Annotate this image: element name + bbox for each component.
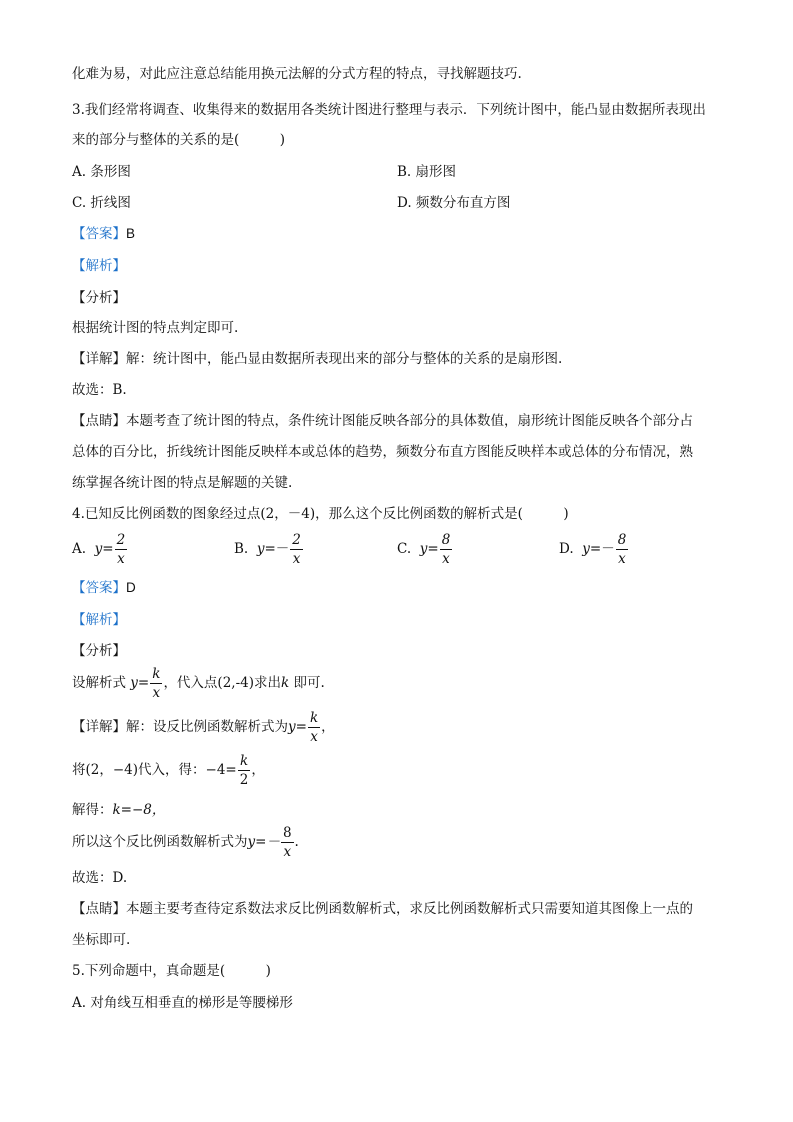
q3-dianjing-3: 练掌握各统计图的特点是解题的关键. xyxy=(72,475,293,491)
answer-tag: 【答案】 xyxy=(72,226,126,242)
denominator: x xyxy=(310,729,318,745)
denominator: x xyxy=(442,551,450,567)
q4-solve xyxy=(72,800,165,820)
fraction xyxy=(308,709,320,746)
answer-tag: 【答案】 xyxy=(72,580,126,596)
fraction xyxy=(150,665,162,702)
denominator: x xyxy=(152,685,161,701)
analysis-tag: 【解析】 xyxy=(72,612,126,628)
fenxi-tag: 【分析】 xyxy=(72,643,126,659)
q3-option-d: D. 频数分布直方图 xyxy=(397,195,511,211)
q4-option-a xyxy=(72,531,128,568)
math-k-value: k=−8， xyxy=(112,802,166,818)
option-lhs: y= xyxy=(256,541,276,557)
text-fragment: 即可. xyxy=(289,675,325,691)
math-y: y=－ xyxy=(247,834,280,850)
option-label: C. xyxy=(397,541,412,557)
numerator: 8 xyxy=(617,532,627,548)
question-4-stem: 4.已知反比例函数的图象经过点(2，－4)，那么这个反比例函数的解析式是( ) xyxy=(72,506,569,522)
q4-dianjing-1 xyxy=(72,899,693,919)
text-fragment: ， xyxy=(251,762,265,778)
numerator: k xyxy=(152,666,161,682)
fraction xyxy=(616,531,629,568)
fraction xyxy=(440,531,453,568)
denominator: x xyxy=(283,844,292,860)
dianjing-text: 本题考查了统计图的特点，条件统计图能反映各部分的具体数值，扇形统计图能反映各个部分占 xyxy=(126,413,693,429)
denominator: 2 xyxy=(239,772,249,788)
option-label: A. xyxy=(72,541,87,557)
text-fragment: ，代入点(2,-4)求出 xyxy=(163,675,282,691)
text-fragment: . xyxy=(294,834,299,850)
numerator: 2 xyxy=(116,532,126,548)
text-fragment: 解：设反比例函数解析式为 xyxy=(126,719,288,735)
xiangjie-tag: 【详解】 xyxy=(72,351,126,367)
math-y: y= xyxy=(130,675,150,691)
math-y: y= xyxy=(288,719,307,735)
dianjing-tag: 【点睛】 xyxy=(72,413,126,429)
option-lhs: y= xyxy=(419,541,439,557)
denominator: x xyxy=(618,551,626,567)
q4-dianjing-2: 坐标即可. xyxy=(72,932,131,948)
answer-value: B xyxy=(126,226,136,241)
dianjing-text: 本题主要考查待定系数法求反比例函数解析式，求反比例函数解析式只需要知道其图像上一点的 xyxy=(126,901,693,917)
numerator: k xyxy=(309,710,319,726)
text-fragment: 解得： xyxy=(72,802,113,818)
q3-xiangjie xyxy=(72,349,562,369)
q4-substitute xyxy=(72,752,265,789)
q4-option-c xyxy=(397,531,453,568)
text-fragment: ， xyxy=(321,719,335,735)
question-3-stem-cont: 来的部分与整体的关系的是( ) xyxy=(72,132,286,148)
q4-answer xyxy=(72,578,136,598)
q4-xiangjie xyxy=(72,709,335,746)
q3-dianjing-1 xyxy=(72,411,693,431)
numerator: k xyxy=(238,752,251,771)
math-k: k xyxy=(281,675,290,691)
q4-option-b xyxy=(234,531,304,568)
q4-fenxi-text xyxy=(72,665,325,702)
option-lhs: y= xyxy=(94,541,114,557)
q3-option-a: A. 条形图 xyxy=(72,164,131,180)
fraction xyxy=(115,531,128,568)
q5-option-a: A. 对角线互相垂直的梯形是等腰梯形 xyxy=(72,995,293,1011)
q4-result xyxy=(72,824,299,861)
option-label: D. xyxy=(559,541,574,557)
q4-option-d xyxy=(559,531,629,568)
text-fragment: 所以这个反比例函数解析式为 xyxy=(72,834,248,850)
numerator: 8 xyxy=(282,825,292,841)
numerator: 8 xyxy=(441,532,451,548)
xiangjie-tag: 【详解】 xyxy=(72,719,126,735)
q4-guxuan: 故选：D. xyxy=(72,870,128,886)
text-fragment: 将(2，−4)代入，得：−4= xyxy=(72,762,237,778)
q3-dianjing-2: 总体的百分比，折线统计图能反映样本或总体的趋势，频数分布直方图能反映样本或总体的分布情况，熟 xyxy=(72,444,693,460)
option-label: B. xyxy=(234,541,249,557)
numerator: 2 xyxy=(292,532,301,548)
fraction xyxy=(281,824,294,861)
question-3-stem: 3.我们经常将调查、收集得来的数据用各类统计图进行整理与表示．下列统计图中，能凸显由数据所表现出 xyxy=(72,102,706,118)
answer-value: D xyxy=(126,580,136,595)
text-fragment: 设解析式 xyxy=(72,675,131,691)
denominator: x xyxy=(117,551,125,567)
option-sign: － xyxy=(601,541,615,557)
fraction xyxy=(290,531,303,568)
q3-fenxi-text: 根据统计图的特点判定即可. xyxy=(72,320,239,336)
text-line: 化难为易，对此应注意总结能用换元法解的分式方程的特点，寻找解题技巧. xyxy=(72,66,522,82)
q3-answer xyxy=(72,224,135,244)
xiangjie-text: 解：统计图中，能凸显由数据所表现出来的部分与整体的关系的是扇形图. xyxy=(126,351,563,367)
dianjing-tag: 【点睛】 xyxy=(72,901,126,917)
question-5-stem: 5.下列命题中，真命题是( ) xyxy=(72,963,271,979)
fenxi-tag: 【分析】 xyxy=(72,290,126,306)
fraction xyxy=(238,752,251,789)
option-sign: － xyxy=(275,541,290,557)
q3-guxuan: 故选：B. xyxy=(72,382,127,398)
denominator: x xyxy=(292,551,301,567)
option-lhs: y= xyxy=(582,541,602,557)
analysis-tag: 【解析】 xyxy=(72,258,126,274)
q3-option-c: C. 折线图 xyxy=(72,195,131,211)
q3-option-b: B. 扇形图 xyxy=(397,164,457,180)
